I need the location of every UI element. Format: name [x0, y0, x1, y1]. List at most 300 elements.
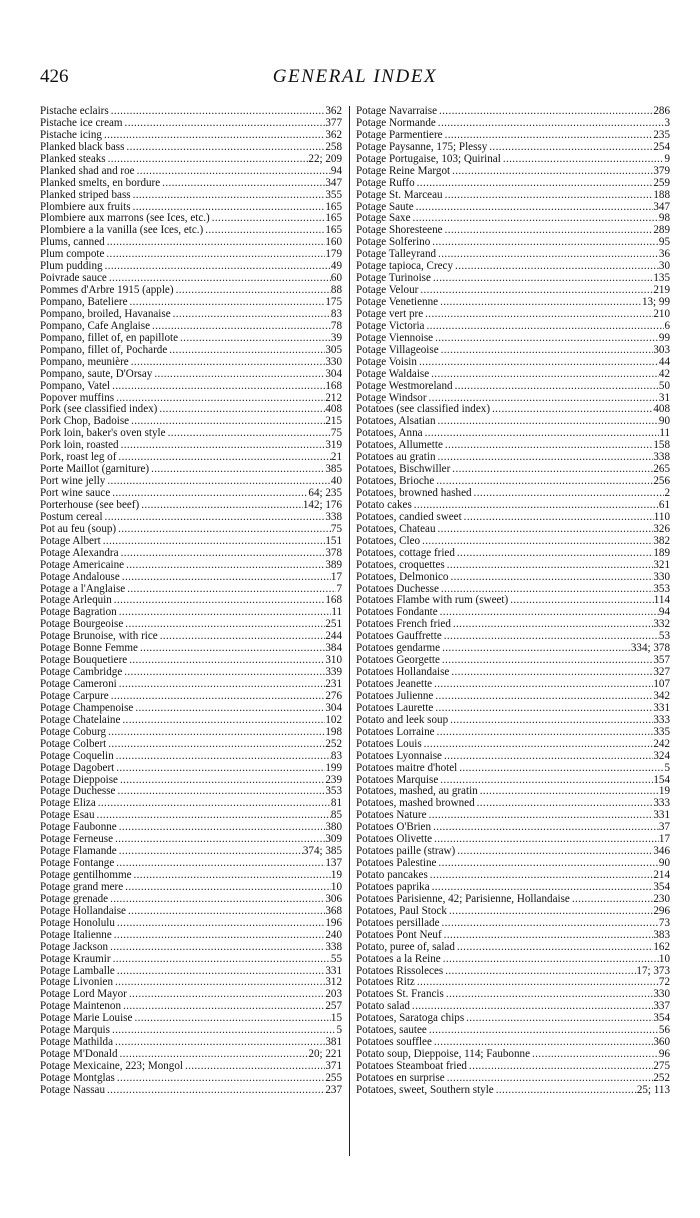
entry-page: 342: [653, 690, 670, 702]
entry-term: Pork, roast leg of: [40, 452, 117, 464]
entry-page: 165: [325, 225, 342, 237]
entry-term: Pork loin, roasted: [40, 440, 119, 452]
entry-term: Potage Shoresteene: [356, 225, 443, 237]
entry-page: 2: [664, 488, 670, 499]
index-entry: [40, 786, 342, 798]
dot-leader: [442, 930, 654, 942]
index-entry: [40, 333, 342, 345]
dot-leader: [467, 1061, 653, 1073]
index-entry: [356, 966, 670, 978]
entry-page: 384: [325, 643, 342, 655]
entry-page: 346: [653, 846, 670, 858]
entry-page: 42: [658, 368, 670, 380]
entry-page: 168: [325, 380, 342, 392]
entry-page: 110: [653, 511, 670, 523]
dot-leader: [132, 870, 331, 882]
dot-leader: [412, 500, 659, 512]
entry-term: Planked black bass: [40, 141, 125, 153]
index-entry: [40, 1001, 342, 1013]
entry-term: Potage Montglas: [40, 1072, 115, 1084]
dot-leader: [102, 130, 325, 142]
dot-leader: [439, 345, 654, 357]
dot-leader: [432, 1037, 653, 1049]
dot-leader: [455, 942, 653, 954]
index-entry: [40, 870, 342, 882]
entry-term: Potage Venetienne: [356, 297, 439, 308]
index-entry: [356, 524, 670, 536]
index-entry: [356, 595, 670, 607]
index-entry: [356, 213, 670, 225]
dot-leader: [124, 560, 325, 572]
dot-leader: [114, 393, 325, 405]
entry-term: Potage Bonne Femme: [40, 643, 138, 655]
entry-term: Potage Viennoise: [356, 332, 434, 344]
entry-page: 114: [653, 595, 670, 607]
entry-page: 83: [330, 308, 342, 320]
dot-leader: [433, 703, 653, 715]
dot-leader: [138, 643, 325, 655]
index-entry: [356, 810, 670, 822]
entry-term: Porte Maillot (garniture): [40, 464, 150, 476]
dot-leader: [111, 954, 331, 966]
dot-leader: [440, 918, 659, 930]
entry-term: Potatoes Lorraine: [356, 726, 435, 738]
entry-term: Postum cereal: [40, 511, 103, 523]
entry-page: 36: [658, 249, 670, 261]
entry-term: Potage Cameroni: [40, 679, 117, 690]
index-entry: [40, 393, 342, 405]
entry-page: 203: [325, 989, 342, 1001]
entry-term: Potatoes Flambe with rum (sweet): [356, 595, 509, 607]
entry-page: 257: [325, 1001, 342, 1013]
index-entry: [356, 178, 670, 190]
entry-page: 237: [325, 1084, 342, 1096]
entry-term: Potage Coburg: [40, 726, 107, 738]
entry-page: 22; 209: [308, 153, 342, 165]
dot-leader: [427, 810, 654, 822]
dot-leader: [462, 512, 654, 524]
index-entry: [356, 416, 670, 428]
entry-page: 338: [325, 511, 342, 523]
entry-page: 19: [330, 870, 342, 881]
entry-term: Potatoes a la Reine: [356, 953, 441, 965]
entry-page: 360: [653, 1037, 670, 1049]
entry-term: Potage Bourgeoise: [40, 619, 124, 631]
index-entry: [40, 942, 342, 954]
entry-term: Potage Voisin: [356, 356, 417, 368]
entry-term: Potage Marie Louise: [40, 1013, 133, 1025]
entry-page: 142; 176: [302, 499, 342, 511]
index-entry: [356, 834, 670, 846]
entry-page: 15: [330, 1013, 342, 1025]
entry-page: 55: [330, 953, 342, 965]
entry-page: 362: [325, 106, 342, 117]
dot-leader: [450, 166, 653, 178]
index-entry: [356, 930, 670, 942]
entry-page: 330: [653, 989, 670, 1001]
entry-term: Poivrade sauce: [40, 273, 107, 285]
dot-leader: [133, 703, 325, 715]
entry-term: Potatoes gendarme: [356, 643, 441, 655]
entry-page: 219: [653, 285, 670, 297]
entry-term: Potage Livonien: [40, 977, 114, 989]
index-entry: [356, 894, 670, 906]
entry-term: Potage tapioca, Crecy: [356, 261, 454, 273]
entry-term: Potatoes Olivette: [356, 834, 433, 846]
dot-leader: [438, 607, 659, 619]
entry-term: Potage Victoria: [356, 320, 425, 332]
dot-leader: [437, 106, 653, 118]
entry-term: Potage Portugaise, 103; Quirinal: [356, 153, 501, 165]
entry-page: 60: [330, 273, 342, 285]
entry-term: Potage Colbert: [40, 738, 107, 750]
index-entry: [40, 369, 342, 381]
entry-page: 289: [653, 225, 670, 237]
dot-leader: [429, 369, 659, 381]
entry-term: Potatoes, mashed browned: [356, 798, 475, 810]
dot-leader: [114, 858, 325, 870]
entry-term: Potatoes au gratin: [356, 452, 436, 464]
entry-page: 61: [658, 499, 670, 511]
dot-leader: [487, 142, 653, 154]
dot-leader: [501, 154, 665, 166]
index-entry: [356, 751, 670, 763]
dot-leader: [423, 309, 653, 321]
entry-term: Potage Navarraise: [356, 106, 438, 117]
index-entry: [40, 703, 342, 715]
index-entry: [356, 512, 670, 524]
dot-leader: [414, 202, 654, 214]
entry-page: 64; 235: [308, 488, 342, 499]
entry-term: Potatoes Pont Neuf: [356, 929, 442, 941]
entry-page: 5: [664, 762, 670, 774]
index-entry: [40, 607, 342, 619]
dot-leader: [570, 894, 654, 906]
index-entry: [40, 142, 342, 154]
entry-term: Potage Ruffo: [356, 177, 415, 189]
index-entry: [356, 369, 670, 381]
entry-page: 50: [658, 380, 670, 392]
index-entry: [356, 428, 670, 440]
index-entry: [40, 560, 342, 572]
entry-page: 95: [658, 237, 670, 249]
dot-leader: [115, 966, 326, 978]
dot-leader: [435, 727, 654, 739]
entry-term: Potage Lord Mayor: [40, 989, 127, 1001]
index-entry: [40, 273, 342, 285]
index-entry: [40, 894, 342, 906]
index-entry: [40, 727, 342, 739]
entry-term: Potage Kraumir: [40, 953, 111, 965]
entry-page: 303: [653, 344, 670, 356]
dot-leader: [431, 273, 653, 285]
dot-leader: [113, 834, 325, 846]
dot-leader: [411, 213, 659, 225]
dot-leader: [110, 488, 308, 500]
index-entry: [356, 1073, 670, 1085]
dot-leader: [447, 906, 653, 918]
entry-term: Potage grand mere: [40, 881, 124, 893]
index-entry: [356, 381, 670, 393]
dot-leader: [117, 822, 326, 834]
entry-term: Potatoes, mashed, au gratin: [356, 786, 478, 798]
entry-term: Potatoes Nature: [356, 810, 427, 822]
dot-leader: [120, 715, 325, 727]
entry-page: 331: [653, 810, 670, 822]
entry-page: 210: [653, 308, 670, 320]
entry-term: Potatoes Marquise: [356, 774, 439, 786]
index-entry: [356, 488, 670, 500]
entry-page: 244: [325, 631, 342, 643]
entry-page: 354: [653, 1013, 670, 1025]
dot-leader: [106, 739, 325, 751]
index-entry: [356, 1025, 670, 1037]
index-entry: [356, 166, 670, 178]
entry-page: 231: [325, 679, 342, 690]
index-entry: [40, 763, 342, 775]
entry-term: Potatoes Jeanette: [356, 679, 433, 690]
dot-leader: [436, 249, 659, 261]
index-entry: [40, 751, 342, 763]
entry-term: Potage Arlequin: [40, 595, 112, 607]
index-entry: [356, 404, 670, 416]
entry-page: 11: [659, 428, 670, 440]
dot-leader: [203, 225, 325, 237]
index-column-left: [40, 106, 342, 1097]
dot-leader: [149, 464, 325, 476]
index-entry: [40, 584, 342, 596]
dot-leader: [436, 524, 654, 536]
entry-term: Potatoes O'Brien: [356, 822, 432, 834]
entry-term: Potage Saute: [356, 201, 414, 213]
index-entry: [40, 512, 342, 524]
dot-leader: [443, 130, 654, 142]
entry-page: 276: [325, 690, 342, 702]
entry-term: Potatoes maitre d'hotel: [356, 762, 458, 774]
dot-leader: [427, 393, 659, 405]
entry-term: Potage Windsor: [356, 392, 427, 404]
dot-leader: [415, 178, 654, 190]
entry-page: 3: [664, 117, 670, 129]
entry-term: Plum pudding: [40, 261, 103, 273]
entry-page: 379: [653, 165, 670, 177]
entry-page: 334; 378: [630, 643, 670, 655]
entry-term: Potage Saxe: [356, 213, 411, 225]
entry-page: 255: [325, 1072, 342, 1084]
index-entry: [40, 106, 342, 118]
entry-page: 44: [658, 356, 670, 368]
entry-page: 235: [653, 129, 670, 141]
entry-term: Potage grenade: [40, 893, 109, 905]
dot-leader: [96, 798, 331, 810]
dot-leader: [436, 858, 658, 870]
index-entry: [40, 524, 342, 536]
dot-leader: [118, 1049, 309, 1061]
index-entry: [356, 858, 670, 870]
index-entry: [356, 870, 670, 882]
entry-term: Potage Duchesse: [40, 786, 116, 798]
entry-term: Potatoes, Paul Stock: [356, 905, 447, 917]
index-entry: [40, 309, 342, 321]
index-entry: [356, 142, 670, 154]
entry-term: Potatoes Duchesse: [356, 583, 439, 595]
entry-term: Potatoes, browned hashed: [356, 488, 472, 499]
dot-leader: [132, 1013, 330, 1025]
entry-page: 107: [653, 679, 670, 690]
index-entry: [356, 548, 670, 560]
entry-term: Potatoes Gauffrette: [356, 631, 442, 643]
index-entry: [356, 560, 670, 572]
dot-leader: [158, 631, 326, 643]
entry-term: Potage Mathilda: [40, 1037, 114, 1049]
index-entry: [40, 500, 342, 512]
entry-page: 256: [653, 476, 670, 488]
entry-page: 75: [330, 428, 342, 440]
dot-leader: [116, 452, 330, 464]
index-entry: [356, 261, 670, 273]
dot-leader: [114, 763, 325, 775]
entry-term: Potatoes Georgette: [356, 655, 440, 667]
index-entry: [40, 190, 342, 202]
entry-page: 7: [336, 583, 342, 595]
entry-page: 347: [325, 177, 342, 189]
dot-leader: [106, 727, 325, 739]
entry-term: Potage Fontange: [40, 858, 115, 870]
dot-leader: [428, 870, 654, 882]
index-entry: [40, 655, 342, 667]
entry-term: Pompano, saute, D'Orsay: [40, 368, 153, 380]
dot-leader: [104, 249, 325, 261]
entry-page: 72: [658, 977, 670, 989]
dot-leader: [457, 763, 664, 775]
entry-page: 94: [330, 165, 342, 177]
entry-page: 240: [325, 929, 342, 941]
entry-term: Potage Paysanne, 175; Plessy: [356, 141, 488, 153]
entry-page: 40: [330, 476, 342, 488]
index-entry: [356, 703, 670, 715]
dot-leader: [119, 440, 326, 452]
entry-page: 242: [653, 738, 670, 750]
dot-leader: [472, 488, 665, 500]
entry-term: Potatoes Parisienne, 42; Parisienne, Hollandaise: [356, 893, 570, 905]
entry-page: 347: [653, 201, 670, 213]
entry-page: 374; 385: [302, 846, 342, 858]
entry-term: Potatoes, Saratoga chips: [356, 1013, 465, 1025]
dot-leader: [433, 691, 653, 703]
entry-term: Potage St. Marceau: [356, 189, 443, 201]
dot-leader: [166, 428, 331, 440]
dot-leader: [436, 452, 654, 464]
dot-leader: [128, 297, 326, 309]
page-header: [40, 66, 670, 90]
entry-term: Potatoes Rissoleces: [356, 965, 444, 977]
entry-term: Potage Lamballe: [40, 965, 115, 977]
index-entry: [40, 715, 342, 727]
dot-leader: [114, 751, 331, 763]
index-entry: [356, 655, 670, 667]
dot-leader: [95, 810, 331, 822]
entry-term: Potage Dieppoise: [40, 774, 118, 786]
dot-leader: [438, 297, 642, 309]
entry-page: 17: [658, 834, 670, 846]
dot-leader: [115, 918, 325, 930]
dot-leader: [451, 619, 653, 631]
entry-term: Potato soup, Dieppoise, 114; Faubonne: [356, 1049, 530, 1061]
entry-page: 258: [325, 141, 342, 153]
entry-page: 20; 221: [308, 1049, 342, 1061]
index-entry: [356, 822, 670, 834]
dot-leader: [410, 1001, 653, 1013]
entry-term: Potatoes Ritz: [356, 977, 415, 989]
entry-page: 10: [330, 881, 342, 893]
entry-term: Potage Solferino: [356, 237, 431, 249]
dot-leader: [121, 1001, 325, 1013]
entry-page: 333: [653, 798, 670, 810]
entry-page: 162: [653, 941, 670, 953]
dot-leader: [167, 345, 325, 357]
dot-leader: [123, 619, 325, 631]
index-entry: [40, 1013, 342, 1025]
entry-term: Potatoes, sautee: [356, 1025, 427, 1037]
entry-term: Planked smelts, en bordure: [40, 177, 161, 189]
dot-leader: [455, 548, 653, 560]
entry-term: Pot au feu (soup): [40, 523, 117, 535]
entry-term: Potage Hollandaise: [40, 905, 126, 917]
entry-page: 175: [325, 297, 342, 308]
index-entry: [40, 643, 342, 655]
index-entry: [356, 237, 670, 249]
entry-page: 98: [658, 213, 670, 225]
entry-page: 333: [653, 714, 670, 726]
dot-leader: [448, 715, 653, 727]
entry-page: 338: [325, 941, 342, 953]
entry-page: 135: [653, 273, 670, 285]
entry-page: 168: [325, 595, 342, 607]
entry-page: 49: [330, 261, 342, 273]
index-entry: [40, 1073, 342, 1085]
index-entry: [40, 202, 342, 214]
entry-term: Potage Nassau: [40, 1084, 106, 1096]
entry-term: Potage Normande: [356, 117, 436, 129]
entry-term: Pompano, broiled, Havanaise: [40, 308, 171, 320]
dot-leader: [449, 667, 653, 679]
dot-leader: [430, 237, 659, 249]
entry-page: 338: [653, 452, 670, 464]
entry-term: Potage gentilhomme: [40, 870, 132, 881]
index-entry: [40, 548, 342, 560]
entry-term: Potatoes Laurette: [356, 702, 434, 714]
entry-term: Port wine jelly: [40, 476, 106, 488]
dot-leader: [453, 261, 659, 273]
entry-term: Potatoes, sweet, Southern style: [356, 1084, 494, 1096]
dot-leader: [109, 691, 326, 703]
entry-term: Potatoes, cottage fried: [356, 547, 455, 559]
entry-term: Potage Parmentiere: [356, 129, 443, 141]
dot-leader: [427, 1025, 659, 1037]
entry-page: 385: [325, 464, 342, 476]
index-entry: [40, 930, 342, 942]
index-entry: [356, 1061, 670, 1073]
entry-page: 56: [658, 1025, 670, 1037]
dot-leader: [418, 285, 653, 297]
entry-term: Pork Chop, Badoise: [40, 416, 130, 428]
index-entry: [356, 882, 670, 894]
index-entry: [40, 977, 342, 989]
dot-leader: [438, 775, 653, 787]
index-entry: [356, 500, 670, 512]
entry-term: Potage Brunoise, with rice: [40, 631, 158, 643]
dot-leader: [434, 476, 653, 488]
